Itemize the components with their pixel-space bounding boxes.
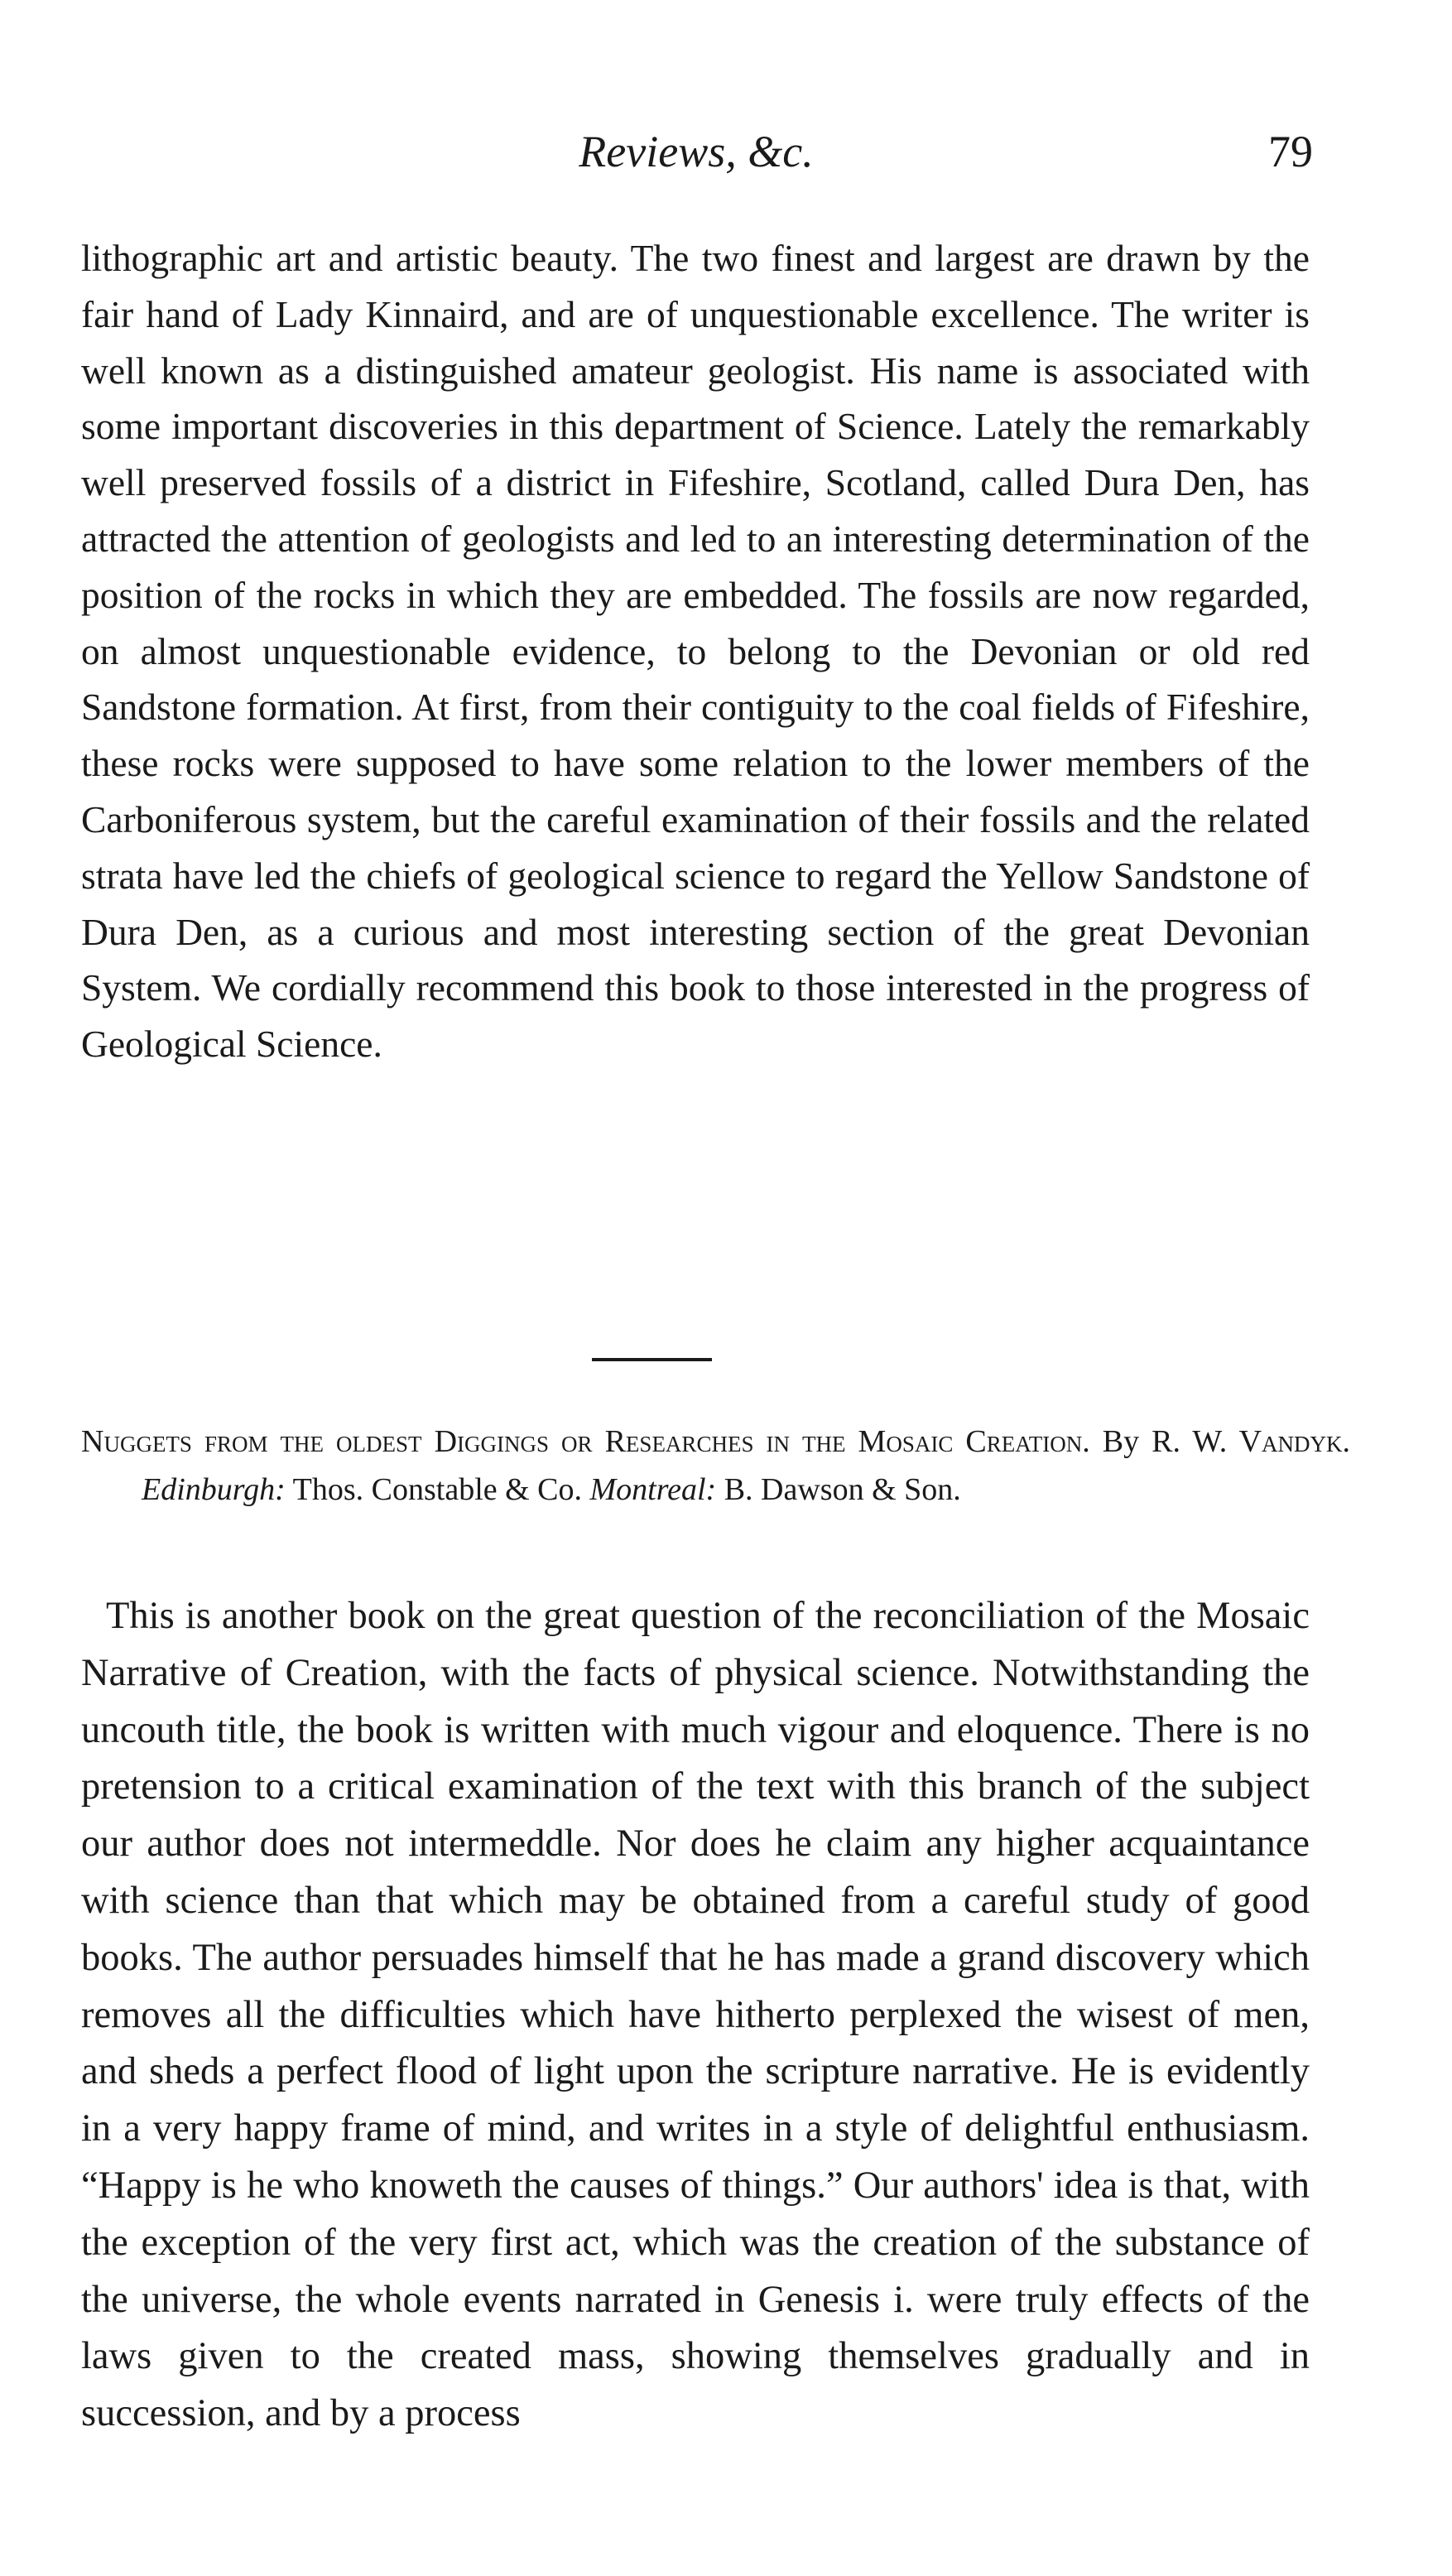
review-paragraph-continued: lithographic art and artistic beauty. The two finest and largest are drawn by the fair hand of Lady Kinnaird, and are of unquestionable excellence. The writer is well known as a distinguished amateur geologist. His name is associated with some important discoveries in this department of Science. Lately the remarkably well preserved fossils of a district in Fifeshire, Scotland, called Dura Den, has attracted the attention of geologists and led to an interesting determination of the position of the rocks in which they are embedded. The fossils are now regarded, on almost unquestionable evidence, to belong to the Devonian or old red Sandstone formation. At first, from their contiguity to the coal fields of Fifeshire, these rocks were supposed to have some relation to the lower members of the Carboniferous system, but the careful examination of their fossils and the related strata have led the chiefs of geological science to regard the Yellow Sandstone of Dura Den, as a curious and most interesting section of the great Devonian System. We cordially recommend this book to those interested in the progress of Geological Science.: [81, 237, 1310, 1066]
book-citation-heading: [81, 1418, 1350, 1514]
book-publisher-montreal: B. Dawson & Son.: [724, 1472, 961, 1507]
book-author: R. W. Vandyk.: [1152, 1424, 1351, 1459]
book-by: By: [1102, 1424, 1140, 1459]
section-divider: [592, 1358, 712, 1361]
book-place-edinburgh: Edinburgh:: [142, 1472, 286, 1507]
book-publisher-edinburgh: Thos. Constable & Co.: [292, 1472, 583, 1507]
book-place-montreal: Montreal:: [589, 1472, 717, 1507]
page-number: 79: [1268, 127, 1313, 176]
book-title: Nuggets from the oldest Diggings or Researches in the Mosaic Creation.: [81, 1424, 1090, 1459]
running-title: Reviews, &c.: [579, 127, 814, 176]
review-paragraph-nuggets: This is another book on the great question of the reconciliation of the Mosaic Narrative of Creation, with the facts of physical science. Notwithstanding the uncouth title, the book is written with much vigour and eloquence. There is no pretension to a critical examination of the text with this branch of the subject our author does not intermeddle. Nor does he claim any higher acquaintance with science than that which may be obtained from a careful study of good books. The author persuades himself that he has made a grand discovery which removes all the difficulties which have hitherto perplexed the wisest of men, and sheds a perfect flood of light upon the scripture narrative. He is evidently in a very happy frame of mind, and writes in a style of delightful enthusiasm. “Happy is he who knoweth the causes of things.” Our authors' idea is that, with the exception of the very first act, which was the creation of the substance of the universe, the whole events narrated in Genesis i. were truly effects of the laws given to the created mass, showing themselves gradually and in succession, and by a process: [81, 1595, 1310, 2435]
running-head: [79, 123, 1313, 181]
